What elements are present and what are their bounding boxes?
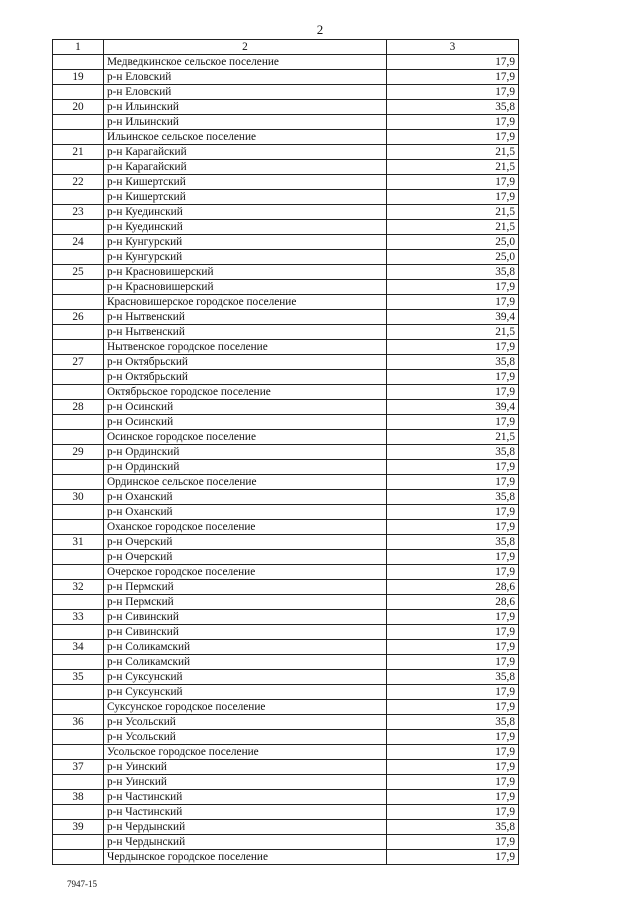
row-number-cell: 28 <box>53 400 104 415</box>
table-row <box>53 580 519 595</box>
row-number-cell <box>53 505 104 520</box>
rate-value-cell: 35,8 <box>387 445 519 460</box>
territory-name-cell: р-н Ильинский <box>104 115 387 130</box>
table-row <box>53 85 519 100</box>
rate-value-cell: 17,9 <box>387 790 519 805</box>
rate-value-cell: 35,8 <box>387 490 519 505</box>
rate-value-cell: 21,5 <box>387 430 519 445</box>
table-row <box>53 385 519 400</box>
table-row <box>53 535 519 550</box>
territory-name-cell: р-н Карагайский <box>104 145 387 160</box>
territory-name-cell: р-н Еловский <box>104 85 387 100</box>
row-number-cell: 33 <box>53 610 104 625</box>
rate-value-cell: 17,9 <box>387 610 519 625</box>
column-header-2: 2 <box>104 40 387 55</box>
row-number-cell: 29 <box>53 445 104 460</box>
territory-name-cell: р-н Нытвенский <box>104 310 387 325</box>
rate-value-cell: 17,9 <box>387 385 519 400</box>
rate-value-cell: 39,4 <box>387 400 519 415</box>
table-row <box>53 505 519 520</box>
rate-value-cell: 17,9 <box>387 730 519 745</box>
table-row <box>53 760 519 775</box>
rate-value-cell: 21,5 <box>387 160 519 175</box>
table-row <box>53 460 519 475</box>
table-row <box>53 295 519 310</box>
rate-value-cell: 17,9 <box>387 190 519 205</box>
row-number-cell: 22 <box>53 175 104 190</box>
row-number-cell: 19 <box>53 70 104 85</box>
rate-value-cell: 35,8 <box>387 715 519 730</box>
table-row <box>53 550 519 565</box>
rate-value-cell: 35,8 <box>387 265 519 280</box>
row-number-cell <box>53 370 104 385</box>
territory-name-cell: р-н Карагайский <box>104 160 387 175</box>
row-number-cell <box>53 85 104 100</box>
data-table <box>52 39 519 865</box>
table-row <box>53 250 519 265</box>
row-number-cell: 26 <box>53 310 104 325</box>
table-row <box>53 160 519 175</box>
column-header-3: 3 <box>387 40 519 55</box>
rate-value-cell: 25,0 <box>387 235 519 250</box>
territory-name-cell: р-н Куединский <box>104 220 387 235</box>
territory-name-cell: Октябрьское городское поселение <box>104 385 387 400</box>
rate-value-cell: 17,9 <box>387 415 519 430</box>
rate-value-cell: 17,9 <box>387 115 519 130</box>
territory-name-cell: р-н Сивинский <box>104 610 387 625</box>
table-row <box>53 775 519 790</box>
table-row <box>53 685 519 700</box>
table-row <box>53 490 519 505</box>
territory-name-cell: Медведкинское сельское поселение <box>104 55 387 70</box>
rate-value-cell: 17,9 <box>387 565 519 580</box>
rate-value-cell: 28,6 <box>387 580 519 595</box>
row-number-cell <box>53 775 104 790</box>
rate-value-cell: 17,9 <box>387 775 519 790</box>
row-number-cell <box>53 280 104 295</box>
row-number-cell: 35 <box>53 670 104 685</box>
rate-value-cell: 21,5 <box>387 220 519 235</box>
territory-name-cell: р-н Усольский <box>104 715 387 730</box>
row-number-cell <box>53 730 104 745</box>
territory-name-cell: Осинское городское поселение <box>104 430 387 445</box>
table-row <box>53 415 519 430</box>
row-number-cell <box>53 295 104 310</box>
territory-name-cell: р-н Куединский <box>104 205 387 220</box>
row-number-cell <box>53 565 104 580</box>
row-number-cell: 27 <box>53 355 104 370</box>
territory-name-cell: р-н Сивинский <box>104 625 387 640</box>
table-row <box>53 850 519 865</box>
row-number-cell <box>53 805 104 820</box>
row-number-cell <box>53 595 104 610</box>
row-number-cell <box>53 220 104 235</box>
table-row <box>53 265 519 280</box>
territory-name-cell: р-н Частинский <box>104 790 387 805</box>
page-number: 2 <box>316 22 324 37</box>
rate-value-cell: 17,9 <box>387 640 519 655</box>
row-number-cell <box>53 340 104 355</box>
territory-name-cell: р-н Усольский <box>104 730 387 745</box>
row-number-cell: 36 <box>53 715 104 730</box>
table-row <box>53 130 519 145</box>
row-number-cell <box>53 520 104 535</box>
table-row <box>53 115 519 130</box>
row-number-cell <box>53 190 104 205</box>
table-row <box>53 475 519 490</box>
territory-name-cell: р-н Кунгурский <box>104 235 387 250</box>
table-row <box>53 280 519 295</box>
territory-name-cell: р-н Кишертский <box>104 175 387 190</box>
territory-name-cell: р-н Суксунский <box>104 670 387 685</box>
row-number-cell: 23 <box>53 205 104 220</box>
territory-name-cell: р-н Уинский <box>104 775 387 790</box>
rate-value-cell: 17,9 <box>387 685 519 700</box>
row-number-cell: 37 <box>53 760 104 775</box>
table-row <box>53 235 519 250</box>
row-number-cell <box>53 415 104 430</box>
territory-name-cell: р-н Ординский <box>104 445 387 460</box>
table-row <box>53 715 519 730</box>
table-row <box>53 190 519 205</box>
rate-value-cell: 17,9 <box>387 520 519 535</box>
territory-name-cell: р-н Еловский <box>104 70 387 85</box>
rate-value-cell: 35,8 <box>387 535 519 550</box>
territory-name-cell: р-н Ординский <box>104 460 387 475</box>
rate-value-cell: 17,9 <box>387 625 519 640</box>
table-header-row <box>53 40 519 55</box>
table-row <box>53 220 519 235</box>
row-number-cell <box>53 130 104 145</box>
table-row <box>53 745 519 760</box>
rate-value-cell: 17,9 <box>387 370 519 385</box>
territory-name-cell: р-н Осинский <box>104 400 387 415</box>
rate-value-cell: 28,6 <box>387 595 519 610</box>
table-row <box>53 610 519 625</box>
territory-name-cell: Суксунское городское поселение <box>104 700 387 715</box>
territory-name-cell: р-н Пермский <box>104 580 387 595</box>
table-row <box>53 145 519 160</box>
row-number-cell: 39 <box>53 820 104 835</box>
territory-name-cell: р-н Соликамский <box>104 640 387 655</box>
territory-name-cell: р-н Красновишерский <box>104 265 387 280</box>
territory-name-cell: р-н Соликамский <box>104 655 387 670</box>
rate-value-cell: 39,4 <box>387 310 519 325</box>
table-row <box>53 700 519 715</box>
territory-name-cell: Чердынское городское поселение <box>104 850 387 865</box>
territory-name-cell: р-н Оханский <box>104 490 387 505</box>
rate-value-cell: 17,9 <box>387 550 519 565</box>
territory-name-cell: р-н Кунгурский <box>104 250 387 265</box>
table-row <box>53 655 519 670</box>
table-row <box>53 730 519 745</box>
rate-value-cell: 17,9 <box>387 70 519 85</box>
table-row <box>53 790 519 805</box>
rate-value-cell: 35,8 <box>387 355 519 370</box>
row-number-cell <box>53 460 104 475</box>
territory-name-cell: р-н Красновишерский <box>104 280 387 295</box>
table-row <box>53 55 519 70</box>
table-row <box>53 835 519 850</box>
table-row <box>53 340 519 355</box>
rate-value-cell: 35,8 <box>387 670 519 685</box>
row-number-cell: 25 <box>53 265 104 280</box>
rate-value-cell: 17,9 <box>387 745 519 760</box>
territory-name-cell: р-н Суксунский <box>104 685 387 700</box>
row-number-cell <box>53 115 104 130</box>
table-row <box>53 430 519 445</box>
table-body <box>53 55 519 865</box>
row-number-cell <box>53 550 104 565</box>
rate-value-cell: 17,9 <box>387 655 519 670</box>
rate-value-cell: 35,8 <box>387 820 519 835</box>
rate-value-cell: 35,8 <box>387 100 519 115</box>
row-number-cell: 24 <box>53 235 104 250</box>
territory-name-cell: р-н Ильинский <box>104 100 387 115</box>
territory-name-cell: Оханское городское поселение <box>104 520 387 535</box>
territory-name-cell: Ординское сельское поселение <box>104 475 387 490</box>
territory-name-cell: р-н Оханский <box>104 505 387 520</box>
rate-value-cell: 17,9 <box>387 175 519 190</box>
table-row <box>53 625 519 640</box>
table-row <box>53 670 519 685</box>
table-row <box>53 565 519 580</box>
territory-name-cell: р-н Чердынский <box>104 820 387 835</box>
column-header-1: 1 <box>53 40 104 55</box>
rate-value-cell: 17,9 <box>387 505 519 520</box>
rate-value-cell: 17,9 <box>387 130 519 145</box>
row-number-cell <box>53 850 104 865</box>
table-row <box>53 445 519 460</box>
rate-value-cell: 17,9 <box>387 850 519 865</box>
territory-name-cell: р-н Частинский <box>104 805 387 820</box>
table-row <box>53 100 519 115</box>
rate-value-cell: 17,9 <box>387 805 519 820</box>
table-row <box>53 400 519 415</box>
row-number-cell <box>53 625 104 640</box>
row-number-cell <box>53 325 104 340</box>
row-number-cell: 38 <box>53 790 104 805</box>
territory-name-cell: Ильинское сельское поселение <box>104 130 387 145</box>
row-number-cell <box>53 160 104 175</box>
table-row <box>53 820 519 835</box>
territory-name-cell: р-н Нытвенский <box>104 325 387 340</box>
row-number-cell: 21 <box>53 145 104 160</box>
territory-name-cell: р-н Уинский <box>104 760 387 775</box>
rate-value-cell: 17,9 <box>387 700 519 715</box>
table-row <box>53 205 519 220</box>
row-number-cell <box>53 655 104 670</box>
rate-value-cell: 17,9 <box>387 55 519 70</box>
table-row <box>53 175 519 190</box>
table-row <box>53 70 519 85</box>
rate-value-cell: 17,9 <box>387 460 519 475</box>
territory-name-cell: Очерское городское поселение <box>104 565 387 580</box>
territory-name-cell: р-н Осинский <box>104 415 387 430</box>
row-number-cell <box>53 385 104 400</box>
row-number-cell <box>53 250 104 265</box>
document-code: 7947-15 <box>67 879 97 889</box>
rate-value-cell: 17,9 <box>387 85 519 100</box>
row-number-cell: 34 <box>53 640 104 655</box>
table-row <box>53 520 519 535</box>
row-number-cell: 30 <box>53 490 104 505</box>
territory-name-cell: Усольское городское поселение <box>104 745 387 760</box>
row-number-cell <box>53 700 104 715</box>
table-row <box>53 805 519 820</box>
row-number-cell <box>53 55 104 70</box>
table-row <box>53 370 519 385</box>
rate-value-cell: 17,9 <box>387 295 519 310</box>
rate-value-cell: 17,9 <box>387 280 519 295</box>
table-row <box>53 310 519 325</box>
rate-value-cell: 17,9 <box>387 475 519 490</box>
row-number-cell: 32 <box>53 580 104 595</box>
row-number-cell: 31 <box>53 535 104 550</box>
table-row <box>53 595 519 610</box>
territory-name-cell: р-н Чердынский <box>104 835 387 850</box>
rate-value-cell: 21,5 <box>387 145 519 160</box>
row-number-cell <box>53 835 104 850</box>
table-row <box>53 640 519 655</box>
territory-name-cell: Нытвенское городское поселение <box>104 340 387 355</box>
territory-name-cell: р-н Кишертский <box>104 190 387 205</box>
table-row <box>53 325 519 340</box>
territory-name-cell: р-н Очерский <box>104 535 387 550</box>
rate-value-cell: 17,9 <box>387 340 519 355</box>
rate-value-cell: 25,0 <box>387 250 519 265</box>
row-number-cell <box>53 475 104 490</box>
row-number-cell <box>53 430 104 445</box>
territory-name-cell: р-н Пермский <box>104 595 387 610</box>
rate-value-cell: 21,5 <box>387 325 519 340</box>
rate-value-cell: 17,9 <box>387 760 519 775</box>
territory-name-cell: р-н Октябрьский <box>104 370 387 385</box>
row-number-cell <box>53 685 104 700</box>
territory-name-cell: р-н Очерский <box>104 550 387 565</box>
rate-value-cell: 17,9 <box>387 835 519 850</box>
row-number-cell <box>53 745 104 760</box>
territory-name-cell: р-н Октябрьский <box>104 355 387 370</box>
rate-value-cell: 21,5 <box>387 205 519 220</box>
territory-name-cell: Красновишерское городское поселение <box>104 295 387 310</box>
row-number-cell: 20 <box>53 100 104 115</box>
table-row <box>53 355 519 370</box>
